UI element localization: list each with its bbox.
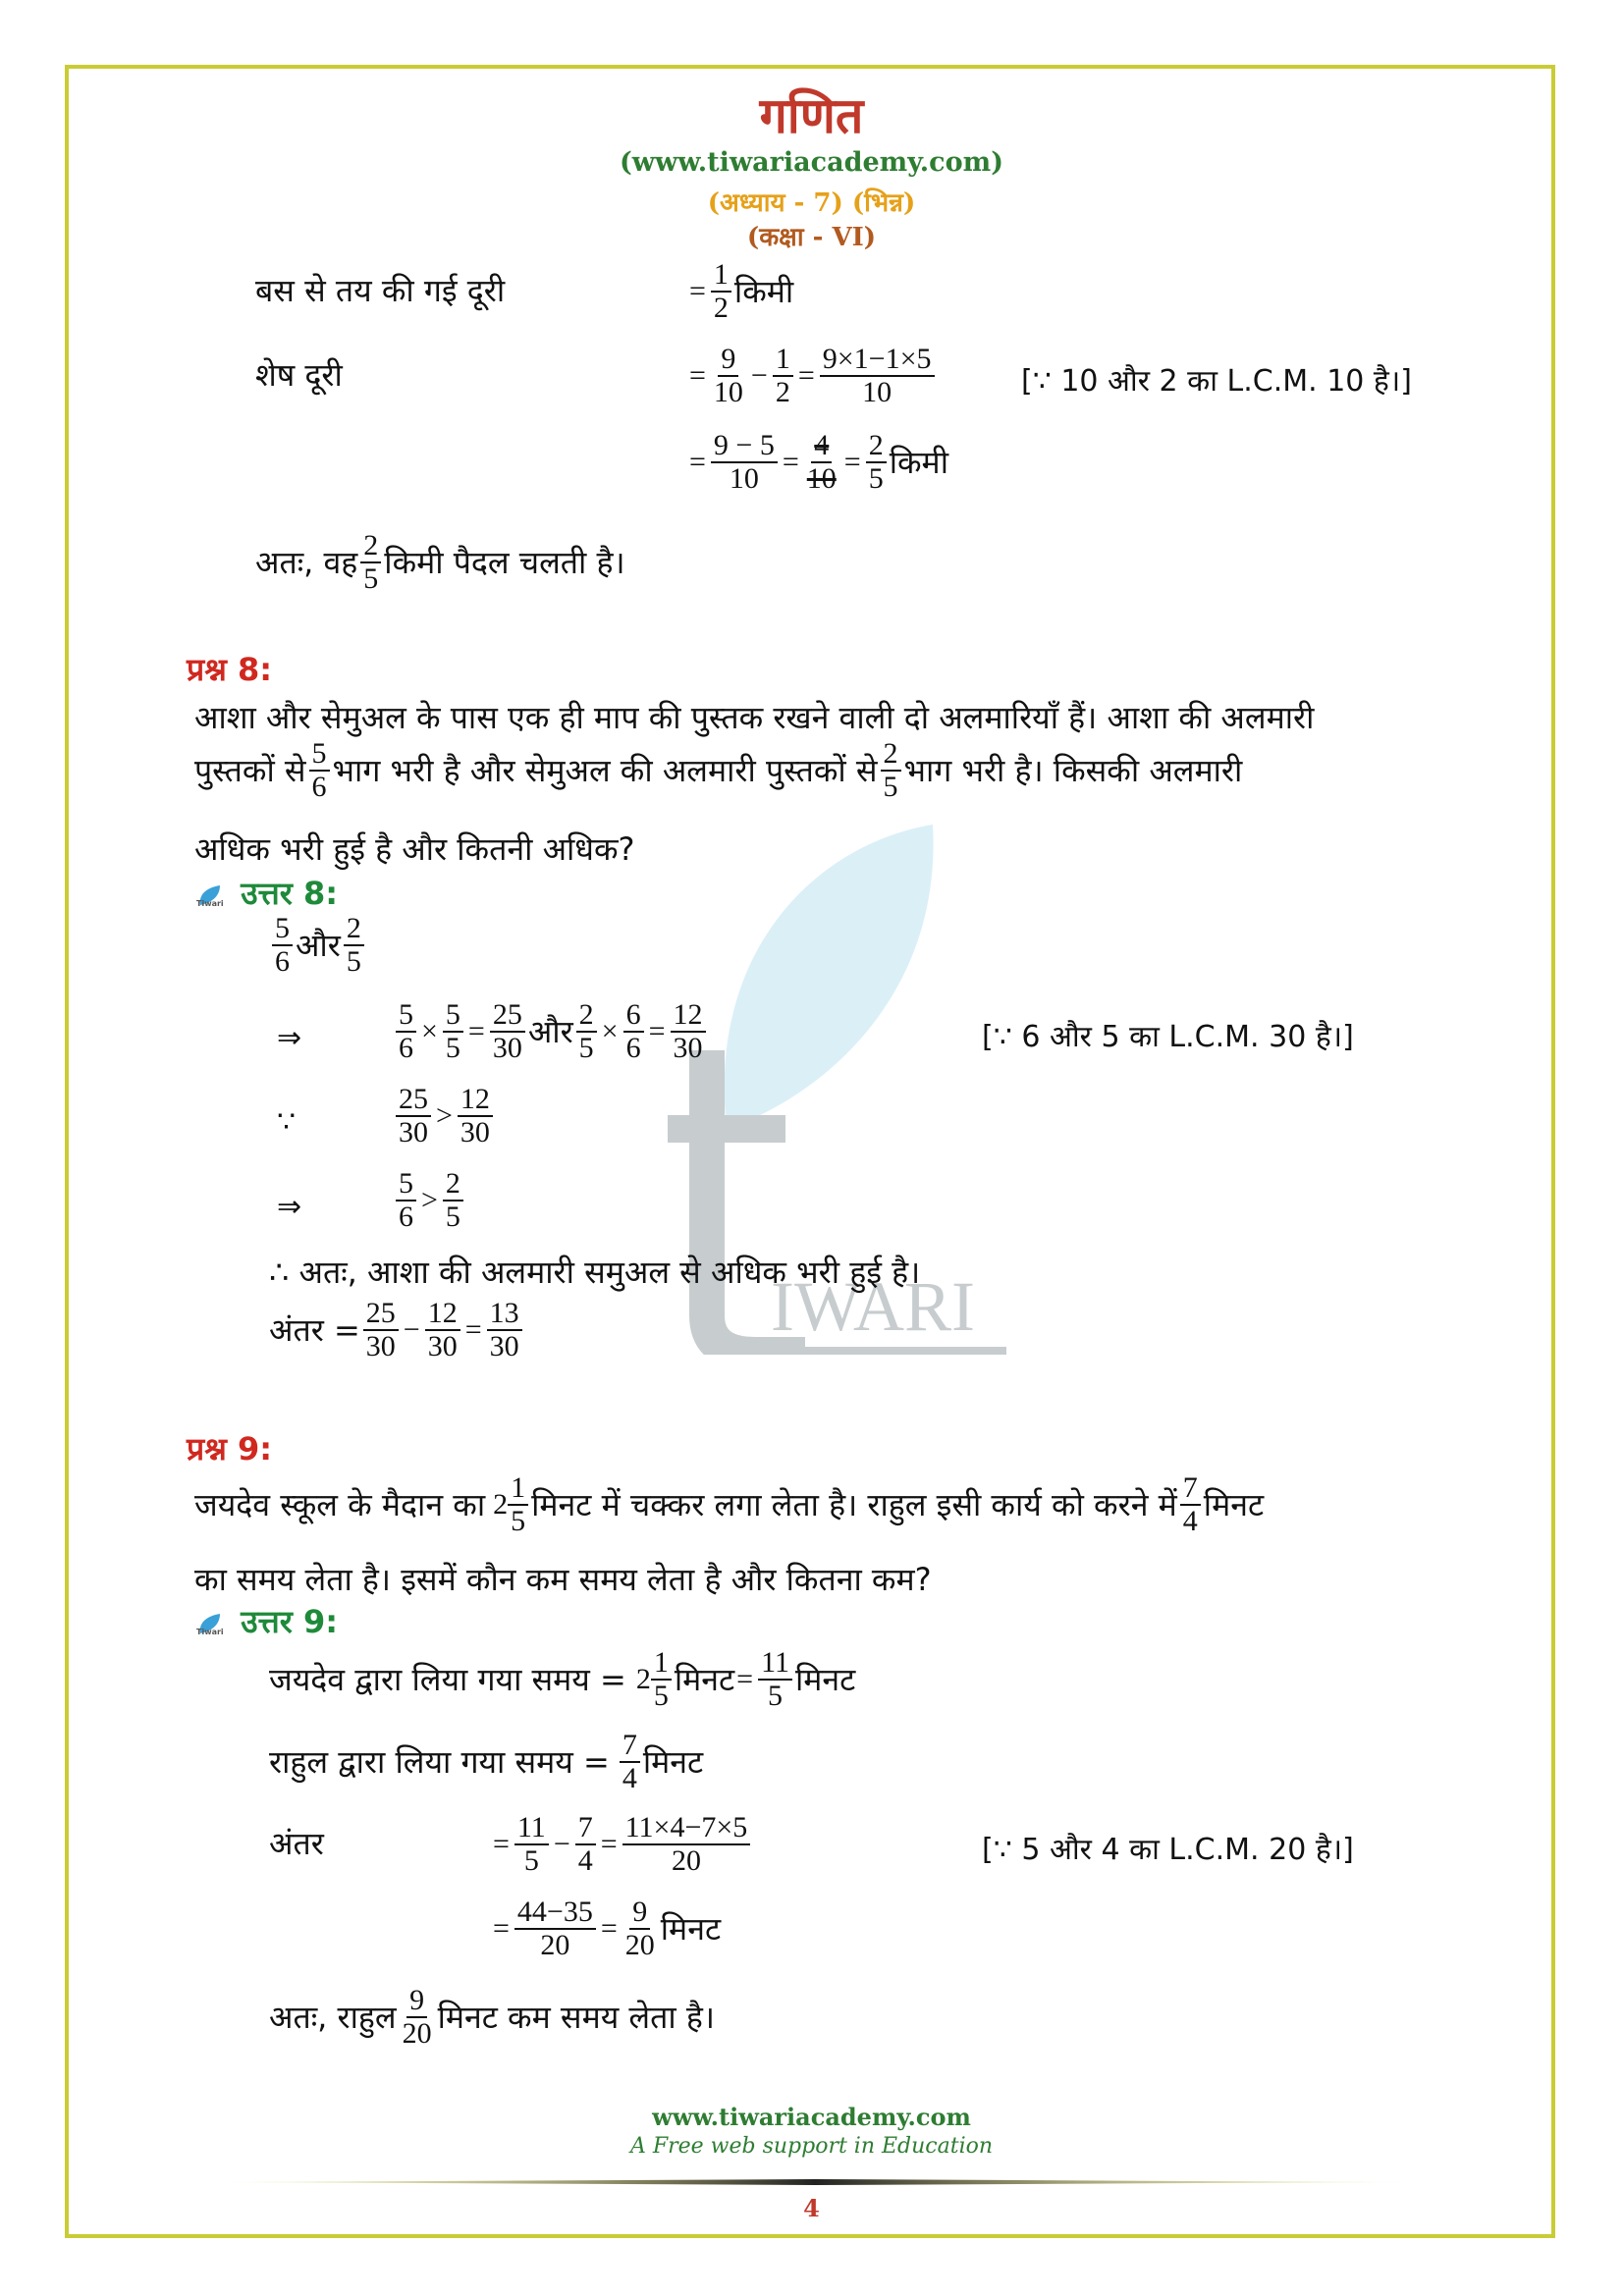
footer-tagline: A Free web support in Education (629, 2134, 994, 2159)
lcm-note-5-4: [∵ 5 और 4 का L.C.M. 20 है।] (982, 1833, 1354, 1867)
leaf-icon (194, 883, 224, 907)
answer-8-conclusion: ∴ अतः, आशा की अलमारी समुअल से अधिक भरी हुई है। (269, 1254, 921, 1291)
bus-distance-label: बस से तय की गई दूरी (255, 272, 506, 309)
header-chapter: (अध्याय - 7) (भिन्न) (707, 188, 916, 218)
remaining-distance-step-2: = $\frac{9 - 5}{10}$ = $\frac{4}{10}$ = $\frac{2}{5}$ किमी (689, 429, 948, 495)
walk-conclusion: अतः, वह $\frac{2}{5}$ किमी पैदल चलती है। (255, 529, 625, 595)
remaining-distance-label: शेष दूरी (255, 356, 343, 394)
page-title: गणित (759, 87, 864, 144)
answer-8-fractions: $\frac{5}{6}$ और $\frac{2}{5}$ (269, 913, 367, 977)
header-class: (कक्षा - VI) (746, 223, 877, 252)
footer-site: www.tiwariacademy.com (652, 2103, 971, 2131)
leaf-icon (194, 1612, 224, 1635)
jaydev-time: जयदेव द्वारा लिया गया समय = 2 $\frac{1}{5}$ मिनट = $\frac{11}{5}$ मिनट (269, 1646, 856, 1712)
bus-distance-value: = $\frac{1}{2}$ किमी (689, 258, 794, 324)
implies-symbol: ⇒ (277, 1191, 302, 1223)
question-8-line-2: पुस्तकों से $\frac{5}{6}$ भाग भरी है और सेमुअल की अलमारी पुस्तकों से $\frac{2}{5}$ भाग भरी है। किसकी अलमारी (194, 737, 1243, 803)
answer-9-diff-step-1: = $\frac{11}{5}$ − $\frac{7}{4}$ = $\frac{11\times 4-7\times 5}{20}$ (491, 1812, 753, 1876)
svg-text:IWARI: IWARI (771, 1267, 975, 1346)
answer-8-difference: अंतर = $\frac{25}{30}$ − $\frac{12}{30}$ = $\frac{13}{30}$ (269, 1298, 525, 1362)
question-9-line-1: जयदेव स्कूल के मैदान का 2 $\frac{1}{5}$ मिनट में चक्कर लगा लेता है। राहुल इसी कार्य को करने में $\frac{7}{4}$ मिनट (194, 1471, 1265, 1537)
implies-symbol: ⇒ (277, 1022, 302, 1054)
rahul-time: राहुल द्वारा लिया गया समय = $\frac{7}{4}$ मिनट (269, 1729, 704, 1794)
lcm-note-10-2: [∵ 10 और 2 का L.C.M. 10 है।] (1021, 364, 1412, 399)
question-8-line-1: आशा और सेमुअल के पास एक ही माप की पुस्तक रखने वाली दो अलमारियाँ हैं। आशा की अलमारी (194, 699, 1315, 736)
page-number: 4 (803, 2194, 820, 2222)
svg-text:Tiwari: Tiwari (196, 899, 224, 907)
footer-divider (226, 2179, 1404, 2185)
answer-9-diff-step-2: = $\frac{44-35}{20}$ = $\frac{9}{20}$ मिनट (493, 1896, 722, 1961)
because-symbol: ∵ (277, 1106, 297, 1139)
question-8-label: प्रश्न 8: (187, 651, 273, 688)
answer-9-conclusion: अतः, राहुल $\frac{9}{20}$ मिनट कम समय लेता है। (269, 1984, 715, 2050)
answer-8-equivalent-fractions: $\frac{5}{6}$ × $\frac{5}{5}$ = $\frac{25}{30}$ और $\frac{2}{5}$ × $\frac{6}{6}$ = $\frac{12}{30}$ (393, 999, 709, 1063)
answer-8-compare-1: $\frac{25}{30}$ > $\frac{12}{30}$ (393, 1084, 496, 1148)
answer-9-label: Tiwari उत्तर 9: (196, 1603, 339, 1640)
question-9-line-2: का समय लेता है। इसमें कौन कम समय लेता है और कितना कम? (194, 1561, 932, 1598)
fraction: $\frac{1}{2}$ (711, 259, 731, 323)
lcm-note-6-5: [∵ 6 और 5 का L.C.M. 30 है।] (982, 1020, 1354, 1054)
answer-9-diff-label: अंतर (269, 1825, 324, 1862)
answer-8-label: Tiwari उत्तर 8: (196, 875, 339, 912)
answer-8-compare-2: $\frac{5}{6}$ > $\frac{2}{5}$ (393, 1168, 466, 1232)
remaining-distance-step-1: = $\frac{9}{10}$ − $\frac{1}{2}$ = $\frac{9\times 1-1\times 5}{10}$ (687, 344, 938, 407)
question-8-line-3: अधिक भरी हुई है और कितनी अधिक? (194, 830, 635, 868)
header-site: (www.tiwariacademy.com) (620, 147, 1003, 178)
question-9-label: प्रश्न 9: (187, 1430, 273, 1468)
svg-text:Tiwari: Tiwari (196, 1628, 224, 1635)
